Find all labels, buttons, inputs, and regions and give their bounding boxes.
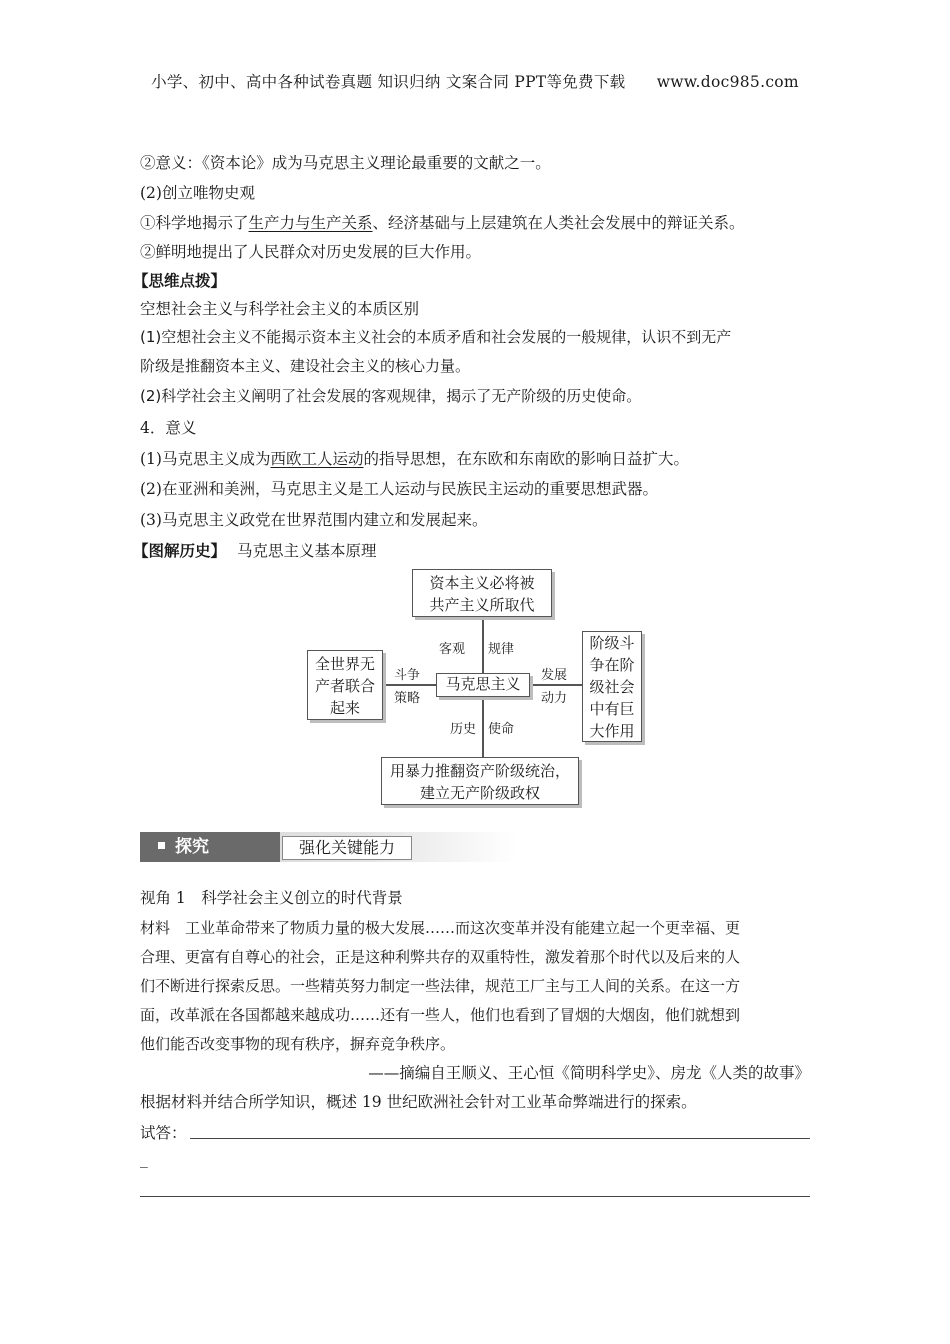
underlined-term: 生产力与生产关系 [248, 214, 373, 232]
label-right-bottom: 动力 [541, 691, 568, 706]
text-segment: 、经济基础与上层建筑在人类社会发展中的辩证关系。 [372, 214, 745, 232]
connector-right [529, 684, 583, 686]
answer-line[interactable] [190, 1138, 810, 1139]
text-segment: 的指导思想，在东欧和东南欧的影响日益扩大。 [363, 450, 689, 468]
label-left-top: 斗争 [394, 668, 421, 683]
node-top: 资本主义必将被共产主义所取代 [412, 569, 552, 617]
text-line: (2)创立唯物史观 [140, 184, 255, 202]
text-line [140, 447, 689, 469]
diagram-tag: 【图解历史】 [133, 541, 227, 560]
text-segment: (1)马克思主义成为 [140, 450, 271, 468]
section-bar [140, 826, 516, 866]
diagram-title: 马克思主义基本原理 [236, 542, 377, 560]
connector-left [382, 684, 436, 686]
node-bottom [381, 757, 579, 805]
text-line: ②鲜明地提出了人民群众对历史发展的巨大作用。 [140, 243, 482, 261]
section-bar-subtitle: 强化关键能力 [282, 836, 412, 860]
material-line: 材料 工业革命带来了物质力量的极大发展……而这次变革并没有能建立起一个更幸福、更 [140, 919, 741, 937]
node-bottom-line: 用暴力推翻资产阶级统治， [389, 762, 570, 780]
text-segment: ①科学地揭示了 [140, 214, 249, 232]
header-text: 小学、初中、高中各种试卷真题 知识归纳 文案合同 PPT等免费下载 [151, 73, 626, 91]
text-line [140, 211, 745, 233]
label-bottom-left: 历史 [450, 722, 477, 737]
text-line: (2)科学社会主义阐明了社会发展的客观规律，揭示了无产阶级的历史使命。 [140, 387, 642, 405]
connector-top [482, 616, 484, 674]
label-top-right: 规律 [488, 642, 515, 657]
page-header [0, 70, 950, 92]
tip-heading: 【思维点拨】 [133, 271, 227, 290]
section-bar-title: 探究 [175, 837, 209, 857]
section-bar-dark [140, 832, 280, 862]
node-left: 全世界无产者联合起来 [307, 650, 383, 720]
label-bottom-right: 使命 [488, 722, 515, 737]
text-line: (3)马克思主义政党在世界范围内建立和发展起来。 [140, 511, 488, 529]
task-text: 根据材料并结合所学知识，概述 19 世纪欧洲社会针对工业革命弊端进行的探索。 [140, 1093, 697, 1111]
material-source: ——摘编自王顺义、王心恒《简明科学史》、房龙《人类的故事》 [368, 1064, 810, 1082]
text-line: 空想社会主义与科学社会主义的本质区别 [140, 300, 420, 318]
node-center: 马克思主义 [436, 673, 530, 697]
answer-label: 试答： [140, 1124, 187, 1142]
header-url[interactable]: www.doc985.com [656, 73, 799, 91]
diagram-heading [133, 539, 376, 561]
text-line: (1)空想社会主义不能揭示资本主义社会的本质矛盾和社会发展的一般规律，认识不到无产 [140, 328, 732, 346]
square-icon [158, 842, 165, 849]
underlined-term: 西欧工人运动 [270, 450, 364, 468]
node-bottom-line: 建立无产阶级政权 [419, 784, 540, 802]
perspective-title: 视角 1 科学社会主义创立的时代背景 [140, 889, 403, 907]
text-line: (2)在亚洲和美洲，马克思主义是工人运动与民族民主运动的重要思想武器。 [140, 480, 658, 498]
label-right-top: 发展 [541, 668, 568, 683]
answer-line[interactable] [140, 1196, 810, 1197]
section-heading: 4．意义 [140, 419, 197, 437]
material-line: 们不断进行探索反思。一些精英努力制定一些法律，规范工厂主与工人间的关系。在这一方 [140, 977, 741, 995]
label-left-bottom: 策略 [394, 691, 421, 706]
node-right: 阶级斗争在阶级社会中有巨大作用 [582, 631, 642, 742]
material-line: 合理、更富有自尊心的社会，正是这种利弊共存的双重特性，激发着那个时代以及后来的人 [140, 948, 741, 966]
answer-dash: _ [140, 1150, 148, 1168]
text-line: ②意义：《资本论》成为马克思主义理论最重要的文献之一。 [140, 154, 551, 172]
text-line: 阶级是推翻资本主义、建设社会主义的核心力量。 [140, 357, 471, 375]
material-line: 他们能否改变事物的现有秩序，摒弃竞争秩序。 [140, 1035, 456, 1053]
label-top-left: 客观 [439, 642, 466, 657]
connector-bottom [482, 697, 484, 757]
material-line: 面，改革派在各国都越来越成功……还有一些人，他们也看到了冒烟的大烟囱，他们就想到 [140, 1006, 741, 1024]
